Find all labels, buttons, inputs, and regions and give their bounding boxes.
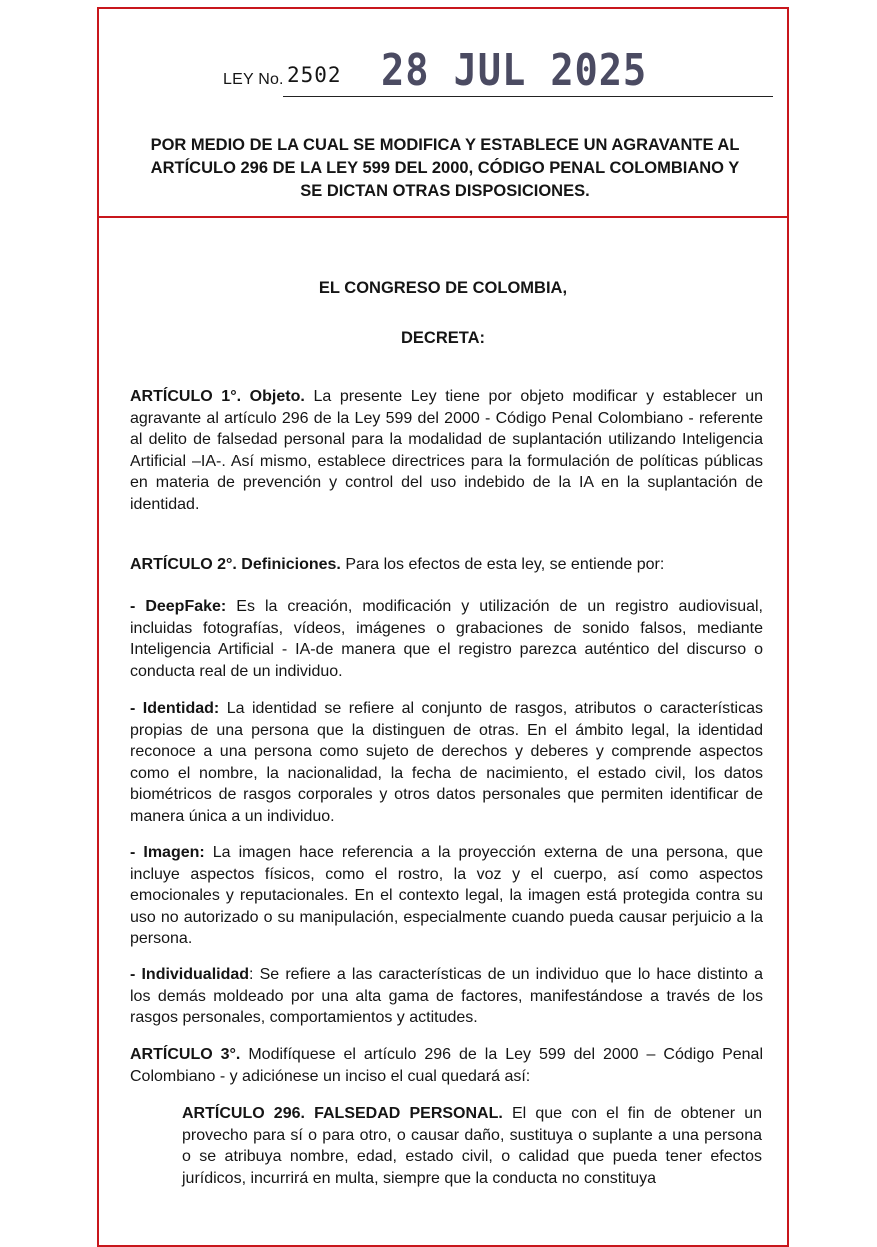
article-3-heading: ARTÍCULO 3°.	[130, 1046, 241, 1063]
definition-identidad	[130, 698, 763, 827]
congress-heading: EL CONGRESO DE COLOMBIA,	[318, 279, 568, 297]
law-number: 2502	[287, 63, 342, 87]
definition-individualidad	[130, 964, 763, 1029]
article-2-text: Para los efectos de esta ley, se entiende por:	[340, 556, 665, 573]
definition-imagen	[130, 842, 763, 950]
law-label: LEY No.	[223, 71, 284, 88]
law-underline	[283, 96, 773, 97]
definition-term: - Identidad:	[130, 700, 220, 717]
article-2-heading: ARTÍCULO 2°. Definiciones.	[130, 556, 341, 573]
article-296-text: El que con el fin de obtener un provecho para sí o para otro, o causar daño, sustituya o suplante a una persona o se atribuya nombre, edad, estado civil, o calidad que pueda tener efectos jurídicos, incurrirá en multa, siempre que la conducta no constituya	[182, 1105, 763, 1187]
decreta-heading: DECRETA:	[400, 329, 486, 347]
article-3-text: Modifíquese el artículo 296 de la Ley 599 del 2000 – Código Penal Colombiano - y adiciónese un inciso el cual quedará así:	[130, 1046, 764, 1085]
article-296-quote	[182, 1103, 762, 1189]
article-1	[130, 386, 763, 515]
definition-text: La imagen hace referencia a la proyección externa de una persona, que incluye aspectos físicos, como el rostro, la voz y el cuerpo, así como aspectos emocionales y reputacionales. En el contexto legal, la imagen está protegida contra su uso no autorizado o su manipulación, especialmente cuando pueda causar perjuicio a la persona.	[130, 844, 763, 947]
definition-term: - Imagen:	[130, 844, 205, 861]
article-2	[130, 554, 763, 576]
definition-text: La identidad se refiere al conjunto de rasgos, atributos o características propias de una persona que la distinguen de otras. En el ámbito legal, la identidad reconoce a una persona como sujeto de derechos y deberes y comprende aspectos como el nombre, la nacionalidad, la fecha de nacimiento, el estado civil, los datos biométricos de rasgos corporales y otros datos personales que permiten identificar de manera única a un individuo.	[130, 700, 763, 825]
document-frame	[97, 7, 789, 1247]
definition-text: Es la creación, modificación y utilización de un registro audiovisual, incluidas fotografías, vídeos, imágenes o grabaciones de sonido falsos, mediante Inteligencia Artificial - IA-de manera que el registro parezca auténtico del discurso o conducta real de un individuo.	[130, 598, 763, 680]
article-1-heading: ARTÍCULO 1°. Objeto.	[130, 388, 305, 405]
date-stamp: 28 JUL 2025	[381, 45, 648, 96]
article-3	[130, 1044, 763, 1087]
definition-deepfake	[130, 596, 763, 682]
article-1-text: La presente Ley tiene por objeto modificar y establecer un agravante al artículo 296 de la Ley 599 del 2000 - Código Penal Colombiano - referente al delito de falsedad personal para la modalidad de suplantación utilizando Inteligencia Artificial –IA-. Así mismo, establece directrices para la formulación de políticas públicas en materia de prevención y control del uso indebido de la IA en la suplantación de identidad.	[130, 388, 763, 513]
law-title: POR MEDIO DE LA CUAL SE MODIFICA Y ESTABLECE UN AGRAVANTE AL ARTÍCULO 296 DE LA LEY 599 DEL 2000, CÓDIGO PENAL COLOMBIANO Y SE DICTAN OTRAS DISPOSICIONES.	[150, 136, 740, 200]
definition-text: : Se refiere a las características de un individuo que lo hace distinto a los demás moldeado por una alta gama de factores, manifestándose a través de los rasgos personales, comportamientos y actitudes.	[130, 966, 763, 1026]
definition-term: - DeepFake:	[130, 598, 227, 615]
law-number-line	[223, 41, 783, 101]
document-header	[99, 9, 787, 218]
article-296-heading: ARTÍCULO 296. FALSEDAD PERSONAL.	[182, 1105, 503, 1122]
definition-term: - Individualidad	[130, 966, 250, 983]
